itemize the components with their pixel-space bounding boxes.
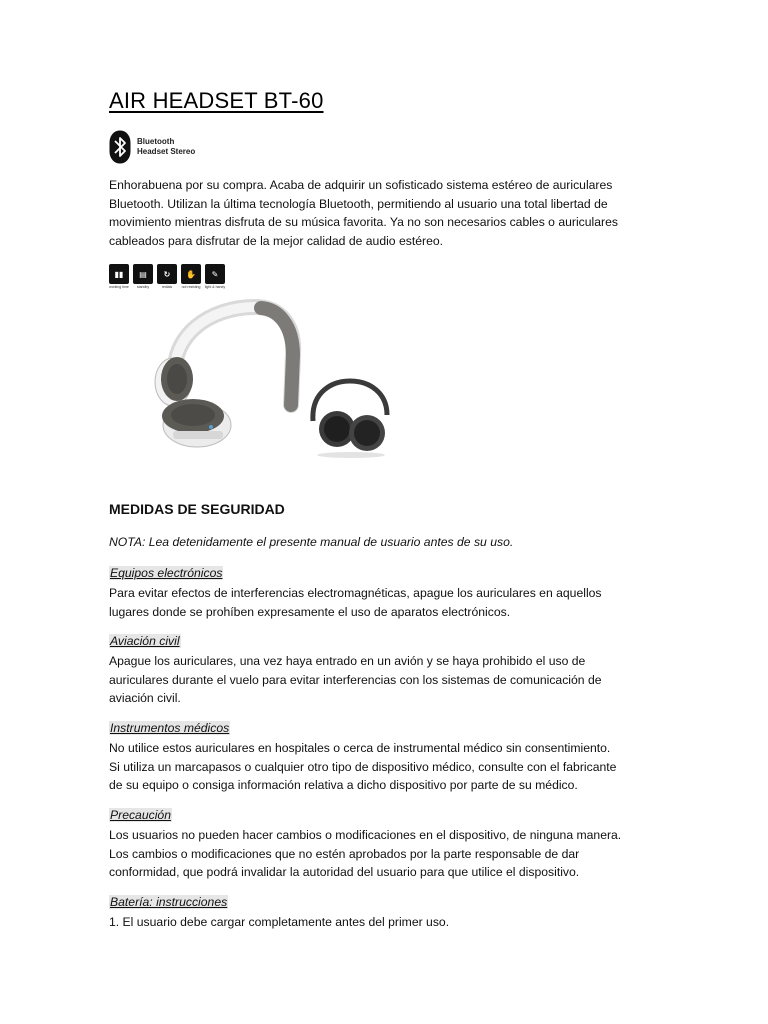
body-line: 1. El usuario debe cargar completamente antes del primer uso. [109,915,450,929]
battery-icon: ▮▮ [109,264,129,284]
section-body [109,826,669,882]
intro-line: Enhorabuena por su compra. Acaba de adquirir un sofisticado sistema estéreo de auriculares [109,178,613,192]
feature-folding: ✋ not resisting [181,264,201,289]
standby-icon: ▤ [133,264,153,284]
light-icon: ✎ [205,264,225,284]
logo-line-2: Headset Stereo [137,147,196,156]
headphones-folded-image [313,381,387,458]
intro-paragraph [109,176,669,250]
section-heading: Instrumentos médicos [110,721,230,735]
body-line: No utilice estos auriculares en hospitales o cerca de instrumental médico sin consentimiento. [109,741,611,755]
body-line: Los cambios o modificaciones que no estén aprobados por la parte responsable de dar [109,846,580,861]
headphones-product-photo [115,295,415,465]
intro-line: Bluetooth. Utilizan la última tecnología Bluetooth, permitiendo al usuario una total libertad de [109,196,608,211]
logo-text [137,137,195,157]
feature-icons-row [109,264,225,289]
redial-icon: ↻ [157,264,177,284]
body-line: aviación civil. [109,691,181,706]
body-line: auriculares durante el vuelo para evitar interferencias con los sistemas de comunicación de [109,672,602,687]
body-line: Los usuarios no pueden hacer cambios o modificaciones en el dispositivo, de ninguna manera. [109,828,622,842]
section-heading: Batería: instrucciones [110,895,228,909]
folding-icon: ✋ [181,264,201,284]
document-title: AIR HEADSET BT-60 [109,88,324,113]
body-line: de su equipo o consiga información relativa a dicho dispositivo por parte de su médico. [109,778,578,793]
section-heading: Equipos electrónicos [110,566,223,580]
section-body [109,913,669,932]
feature-redial: ↻ redials [157,264,177,289]
bluetooth-headset-logo [109,130,195,164]
feature-standby: ▤ standby [133,264,153,289]
headphones-large-image [155,307,293,447]
body-line: Apague los auriculares, una vez haya entrado en un avión y se haya prohibido el uso de [109,654,586,668]
note-text: NOTA: Lea detenidamente el presente manual de usuario antes de su uso. [109,535,514,549]
intro-line: cableados para disfrutar de la mejor calidad de audio estéreo. [109,233,444,248]
intro-line: movimiento mientras disfruta de su música favorita. Ya no son necesarios cables o auriculares [109,215,618,230]
section-heading: Aviación civil [110,634,180,648]
body-line: Si utiliza un marcapasos o cualquier otro tipo de dispositivo médico, consulte con el fabricante [109,759,617,774]
section-body [109,652,669,708]
bluetooth-icon [109,130,131,164]
section-heading: Precaución [110,808,171,822]
section-body [109,739,669,795]
feature-light: ✎ light & handy [205,264,225,289]
logo-line-1: Bluetooth [137,137,175,146]
body-line: lugares donde se prohíben expresamente el uso de aparatos electrónicos. [109,604,511,619]
section-title: MEDIDAS DE SEGURIDAD [109,501,285,517]
body-line: conformidad, que podrá invalidar la autoridad del usuario para que utilice el dispositivo. [109,865,580,880]
section-body [109,584,669,621]
feature-battery: ▮▮ working time [109,264,129,289]
body-line: Para evitar efectos de interferencias electromagnéticas, apague los auriculares en aquellos [109,586,602,600]
